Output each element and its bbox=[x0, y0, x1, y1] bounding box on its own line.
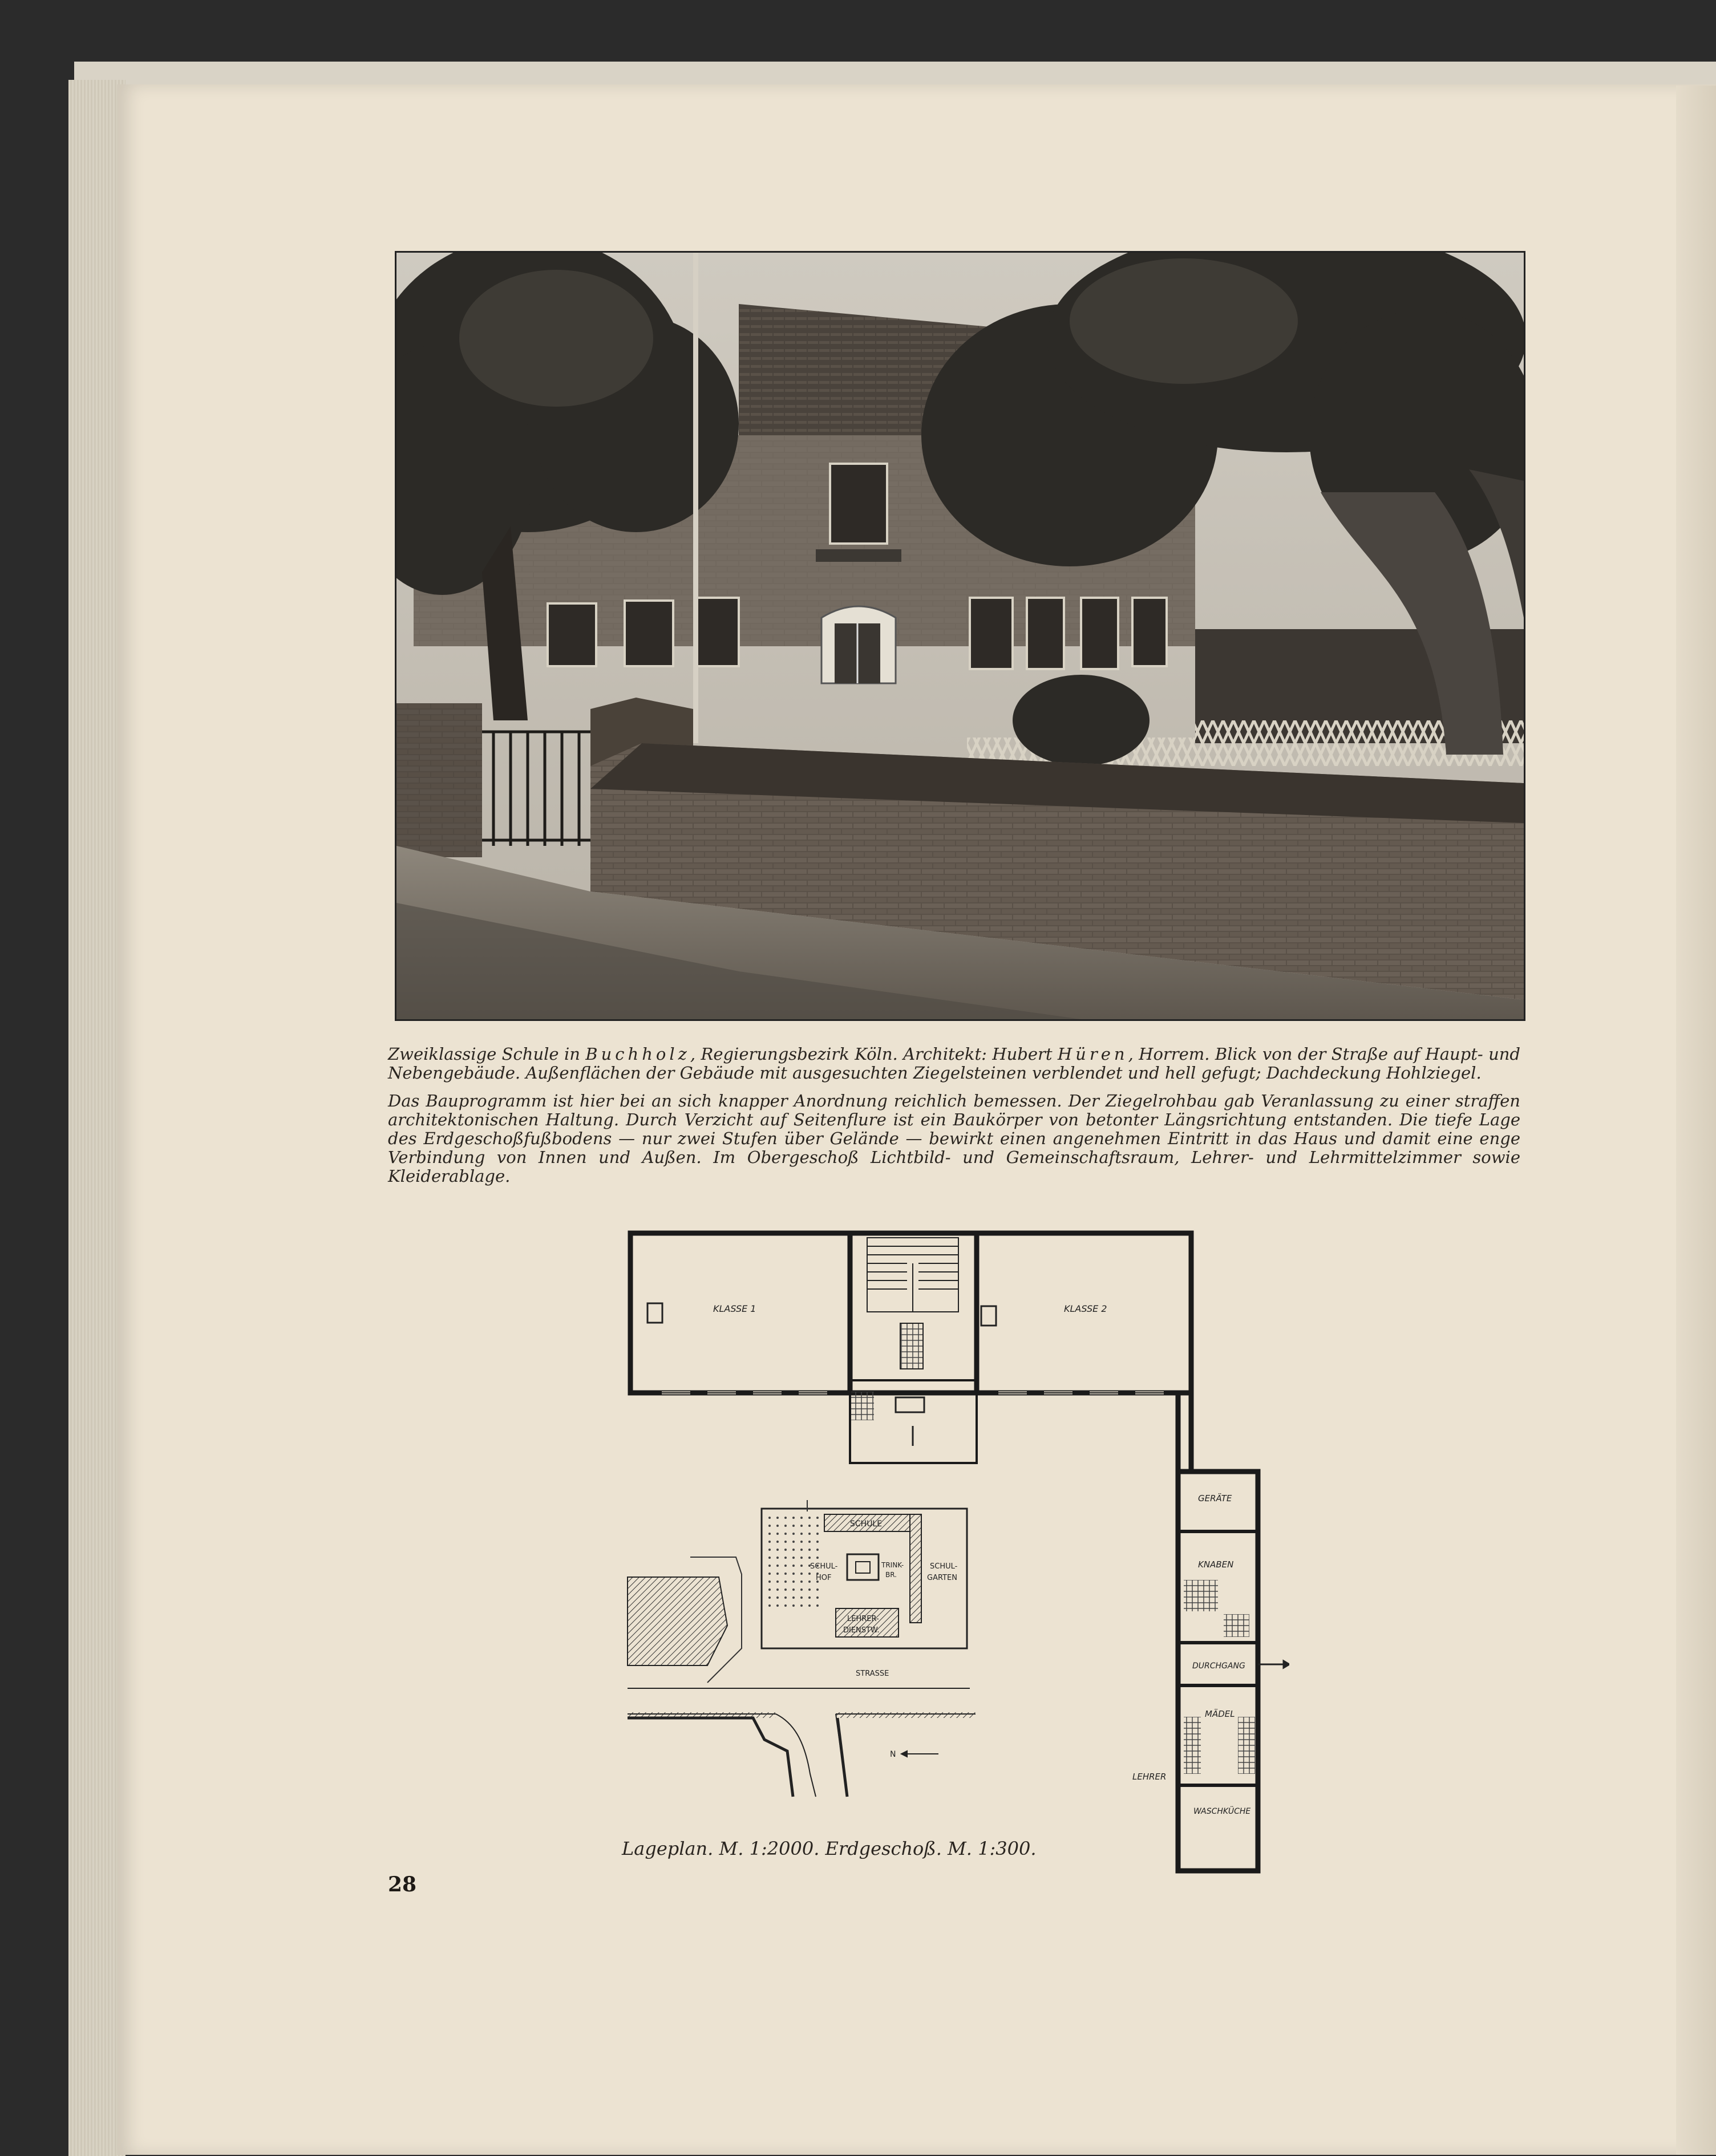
side-building-site bbox=[910, 1514, 921, 1623]
caption-title-part: Zweiklassige Schule in bbox=[388, 1044, 586, 1064]
durchgang-arrow bbox=[1258, 1661, 1289, 1668]
caption-description: Das Bauprogramm ist hier bei an sich knapper Anordnung reichlich bemessen. Der Ziegelrohbau gab Veranlassung zu einer straffen architektonischen Haltung. Durch Verzicht auf Seitenflure ist ein Baukörper von betonter Längsrichtung entstanden. Die tiefe Lage des Erdgeschoßfußbodens — nur zwei Stufen über Gelände — bewirkt einen angenehmen Eintritt in das Haus und damit eine enge Verbindung von Innen und Außen. Im Obergeschoß Lichtbild- und Gemeinschaftsraum, Lehrer- und Lehrmittelzimmer sowie Kleiderablage. bbox=[388, 1091, 1520, 1186]
room-label-klasse-2: KLASSE 2 bbox=[1064, 1303, 1107, 1314]
caption-block bbox=[388, 1045, 1520, 1186]
site-plan bbox=[628, 1500, 976, 1797]
site-label-schule: SCHULE bbox=[850, 1519, 883, 1529]
drinking-fountain bbox=[847, 1554, 879, 1580]
caption-title-part: , Horrem. Blick von der Straße auf Haupt- und Nebengebäude. Außenflächen der Gebäude mit ausgesuchten Ziegelsteinen verblendet und hell gefugt; Dachdeckung Hohlziegel. bbox=[388, 1044, 1520, 1083]
plan-caption: Lageplan. M. 1:2000. Erdgeschoß. M. 1:300. bbox=[622, 1838, 1037, 1859]
site-label-schulhof-2: HOF bbox=[816, 1574, 832, 1582]
caption-architect-name: Hüren bbox=[1057, 1044, 1128, 1064]
site-label-schulgarten-2: GARTEN bbox=[927, 1574, 957, 1582]
north-label: N bbox=[890, 1750, 896, 1759]
caption-title-part: , Regierungsbezirk Köln. Architekt: Hubert bbox=[690, 1044, 1058, 1064]
room-label-durchgang: DURCHGANG bbox=[1192, 1661, 1245, 1671]
north-arrow-icon bbox=[901, 1751, 938, 1757]
site-label-lehrerdienstw-2: DIENSTW. bbox=[843, 1626, 880, 1635]
neighbour-building bbox=[628, 1577, 727, 1665]
caption-title bbox=[388, 1045, 1520, 1083]
site-label-schulhof-1: SCHUL- bbox=[810, 1562, 838, 1571]
staircase bbox=[867, 1238, 958, 1312]
room-label-waschkueche: WASCHKÜCHE bbox=[1193, 1807, 1251, 1816]
floor-plan bbox=[630, 1233, 1289, 1871]
caption-place-name: Buchholz bbox=[585, 1044, 690, 1064]
room-label-maedel: MÄDEL bbox=[1205, 1709, 1235, 1719]
next-page-edge bbox=[1676, 86, 1716, 2155]
teacher-desk-2 bbox=[981, 1306, 996, 1326]
street-lines bbox=[628, 1688, 976, 1797]
site-label-trinkbr-1: TRINK- bbox=[881, 1561, 904, 1569]
site-label-trinkbr-2: BR. bbox=[885, 1571, 897, 1579]
room-label-lehrer: LEHRER bbox=[1132, 1772, 1167, 1782]
site-label-lehrerdienstw-1: LEHRER- bbox=[847, 1615, 879, 1623]
room-label-geraete: GERÄTE bbox=[1198, 1493, 1232, 1503]
room-label-klasse-1: KLASSE 1 bbox=[713, 1303, 756, 1314]
hall-floor-tiles bbox=[900, 1323, 923, 1369]
porch-tiles bbox=[851, 1392, 874, 1420]
room-label-knaben: KNABEN bbox=[1198, 1559, 1234, 1570]
maedel-tiles-2 bbox=[1238, 1717, 1255, 1774]
maedel-tiles bbox=[1184, 1717, 1201, 1774]
plans-drawing bbox=[622, 1226, 1289, 1882]
page-number: 28 bbox=[388, 1873, 417, 1896]
knaben-tiles bbox=[1184, 1580, 1218, 1611]
site-label-strasse: STRASSE bbox=[856, 1669, 889, 1678]
site-label-schulgarten-1: SCHUL- bbox=[930, 1562, 958, 1571]
porch-bench bbox=[896, 1397, 924, 1412]
knaben-tiles-2 bbox=[1224, 1614, 1249, 1637]
teacher-desk-1 bbox=[647, 1303, 662, 1323]
photo-illustration bbox=[396, 253, 1524, 1019]
school-photograph bbox=[395, 251, 1525, 1021]
